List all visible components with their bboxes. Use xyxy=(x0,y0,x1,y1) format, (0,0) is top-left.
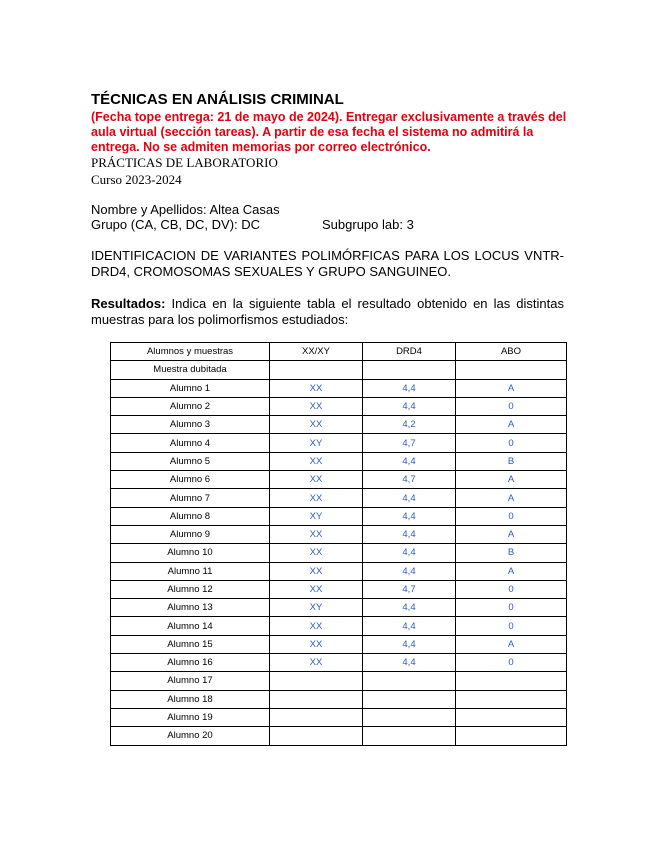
abo-value-cell: A xyxy=(456,635,567,653)
table-row xyxy=(111,617,567,635)
sex-chromosomes-cell: XY xyxy=(270,507,363,525)
sex-chromosomes-cell: XX xyxy=(270,580,363,598)
header-drd4: DRD4 xyxy=(363,343,456,361)
sample-name-cell: Alumno 6 xyxy=(111,471,270,489)
table-row xyxy=(111,654,567,672)
drd4-value-cell: 4,4 xyxy=(363,617,456,635)
abo-value-cell: B xyxy=(456,452,567,470)
table-row xyxy=(111,507,567,525)
sample-name-cell: Alumno 10 xyxy=(111,544,270,562)
drd4-value-cell: 4,4 xyxy=(363,489,456,507)
sex-chromosomes-cell: XX xyxy=(270,654,363,672)
drd4-value-cell: 4,4 xyxy=(363,599,456,617)
sample-name-cell: Alumno 7 xyxy=(111,489,270,507)
document-title: TÉCNICAS EN ANÁLISIS CRIMINAL xyxy=(91,91,344,108)
sex-chromosomes-cell: XX xyxy=(270,489,363,507)
drd4-value-cell xyxy=(363,727,456,745)
abo-value-cell xyxy=(456,361,567,379)
sex-chromosomes-cell: XX xyxy=(270,471,363,489)
header-abo: ABO xyxy=(456,343,567,361)
table-header-row xyxy=(111,343,567,361)
sample-name-cell: Alumno 4 xyxy=(111,434,270,452)
drd4-value-cell: 4,4 xyxy=(363,452,456,470)
table-row xyxy=(111,452,567,470)
drd4-value-cell: 4,2 xyxy=(363,416,456,434)
sample-name-cell: Alumno 11 xyxy=(111,562,270,580)
sample-name-cell: Alumno 9 xyxy=(111,525,270,543)
sample-name-cell: Alumno 13 xyxy=(111,599,270,617)
drd4-value-cell: 4,4 xyxy=(363,562,456,580)
abo-value-cell: 0 xyxy=(456,599,567,617)
sample-name-cell: Alumno 16 xyxy=(111,654,270,672)
abo-value-cell: A xyxy=(456,525,567,543)
sex-chromosomes-cell: XX xyxy=(270,617,363,635)
table-row xyxy=(111,544,567,562)
sex-chromosomes-cell: XX xyxy=(270,397,363,415)
sample-name-cell: Alumno 8 xyxy=(111,507,270,525)
drd4-value-cell: 4,4 xyxy=(363,507,456,525)
table-row xyxy=(111,635,567,653)
sex-chromosomes-cell xyxy=(270,361,363,379)
sex-chromosomes-cell: XX xyxy=(270,452,363,470)
sample-name-cell: Alumno 15 xyxy=(111,635,270,653)
drd4-value-cell: 4,4 xyxy=(363,397,456,415)
sex-chromosomes-cell xyxy=(270,708,363,726)
table-row xyxy=(111,361,567,379)
sex-chromosomes-cell xyxy=(270,672,363,690)
sample-name-cell: Alumno 5 xyxy=(111,452,270,470)
abo-value-cell: A xyxy=(456,562,567,580)
drd4-value-cell xyxy=(363,708,456,726)
abo-value-cell xyxy=(456,727,567,745)
abo-value-cell xyxy=(456,708,567,726)
abo-value-cell: A xyxy=(456,471,567,489)
sample-name-cell: Muestra dubitada xyxy=(111,361,270,379)
abo-value-cell: 0 xyxy=(456,580,567,598)
table-row xyxy=(111,397,567,415)
abo-value-cell: 0 xyxy=(456,617,567,635)
table-row xyxy=(111,434,567,452)
drd4-value-cell xyxy=(363,690,456,708)
abo-value-cell: A xyxy=(456,379,567,397)
results-paragraph xyxy=(91,296,564,328)
results-text: Indica en la siguiente tabla el resultado obtenido en las distintas muestras para los polimorfismos estudiados: xyxy=(91,296,564,327)
abo-value-cell: B xyxy=(456,544,567,562)
drd4-value-cell: 4,7 xyxy=(363,580,456,598)
abo-value-cell xyxy=(456,672,567,690)
sex-chromosomes-cell: XX xyxy=(270,379,363,397)
student-name: Nombre y Apellidos: Altea Casas xyxy=(91,202,280,217)
sex-chromosomes-cell: XX xyxy=(270,562,363,580)
sample-name-cell: Alumno 20 xyxy=(111,727,270,745)
table-row xyxy=(111,599,567,617)
drd4-value-cell xyxy=(363,361,456,379)
sample-name-cell: Alumno 18 xyxy=(111,690,270,708)
table-row xyxy=(111,489,567,507)
table-row xyxy=(111,580,567,598)
abo-value-cell: A xyxy=(456,416,567,434)
table-row xyxy=(111,727,567,745)
sex-chromosomes-cell: XX xyxy=(270,544,363,562)
sample-name-cell: Alumno 14 xyxy=(111,617,270,635)
drd4-value-cell: 4,4 xyxy=(363,635,456,653)
table-row xyxy=(111,471,567,489)
results-table xyxy=(110,342,567,746)
table-row xyxy=(111,708,567,726)
table-row xyxy=(111,690,567,708)
table-row xyxy=(111,416,567,434)
student-group: Grupo (CA, CB, DC, DV): DC xyxy=(91,217,261,232)
sex-chromosomes-cell: XX xyxy=(270,525,363,543)
results-label: Resultados: xyxy=(91,296,166,311)
table-row xyxy=(111,562,567,580)
drd4-value-cell: 4,4 xyxy=(363,654,456,672)
drd4-value-cell xyxy=(363,672,456,690)
drd4-value-cell: 4,7 xyxy=(363,471,456,489)
abo-value-cell: 0 xyxy=(456,507,567,525)
table-row xyxy=(111,525,567,543)
sample-name-cell: Alumno 19 xyxy=(111,708,270,726)
header-xxxy: XX/XY xyxy=(270,343,363,361)
sex-chromosomes-cell: XY xyxy=(270,599,363,617)
sex-chromosomes-cell: XX xyxy=(270,635,363,653)
sex-chromosomes-cell xyxy=(270,690,363,708)
abo-value-cell: A xyxy=(456,489,567,507)
sex-chromosomes-cell: XY xyxy=(270,434,363,452)
table-row xyxy=(111,379,567,397)
drd4-value-cell: 4,4 xyxy=(363,525,456,543)
practicas-label: PRÁCTICAS DE LABORATORIO xyxy=(91,155,278,170)
sample-name-cell: Alumno 12 xyxy=(111,580,270,598)
sample-name-cell: Alumno 17 xyxy=(111,672,270,690)
deadline-note: (Fecha tope entrega: 21 de mayo de 2024). Entregar exclusivamente a través del aula virtual (sección tareas). A partir de esa fecha el sistema no admitirá la entrega. No se admiten memorias por correo electrónico. xyxy=(91,110,567,154)
sex-chromosomes-cell xyxy=(270,727,363,745)
curso-label: Curso 2023-2024 xyxy=(91,172,182,187)
header-alumnos: Alumnos y muestras xyxy=(111,343,270,361)
table-row xyxy=(111,672,567,690)
abo-value-cell: 0 xyxy=(456,397,567,415)
section-title: IDENTIFICACION DE VARIANTES POLIMÓRFICAS PARA LOS LOCUS VNTR-DRD4, CROMOSOMAS SEXUALES Y GRUPO SANGUINEO. xyxy=(91,248,564,279)
drd4-value-cell: 4,7 xyxy=(363,434,456,452)
sex-chromosomes-cell: XX xyxy=(270,416,363,434)
abo-value-cell: 0 xyxy=(456,434,567,452)
drd4-value-cell: 4,4 xyxy=(363,379,456,397)
drd4-value-cell: 4,4 xyxy=(363,544,456,562)
abo-value-cell xyxy=(456,690,567,708)
student-subgroup: Subgrupo lab: 3 xyxy=(322,217,414,232)
sample-name-cell: Alumno 1 xyxy=(111,379,270,397)
abo-value-cell: 0 xyxy=(456,654,567,672)
sample-name-cell: Alumno 3 xyxy=(111,416,270,434)
sample-name-cell: Alumno 2 xyxy=(111,397,270,415)
